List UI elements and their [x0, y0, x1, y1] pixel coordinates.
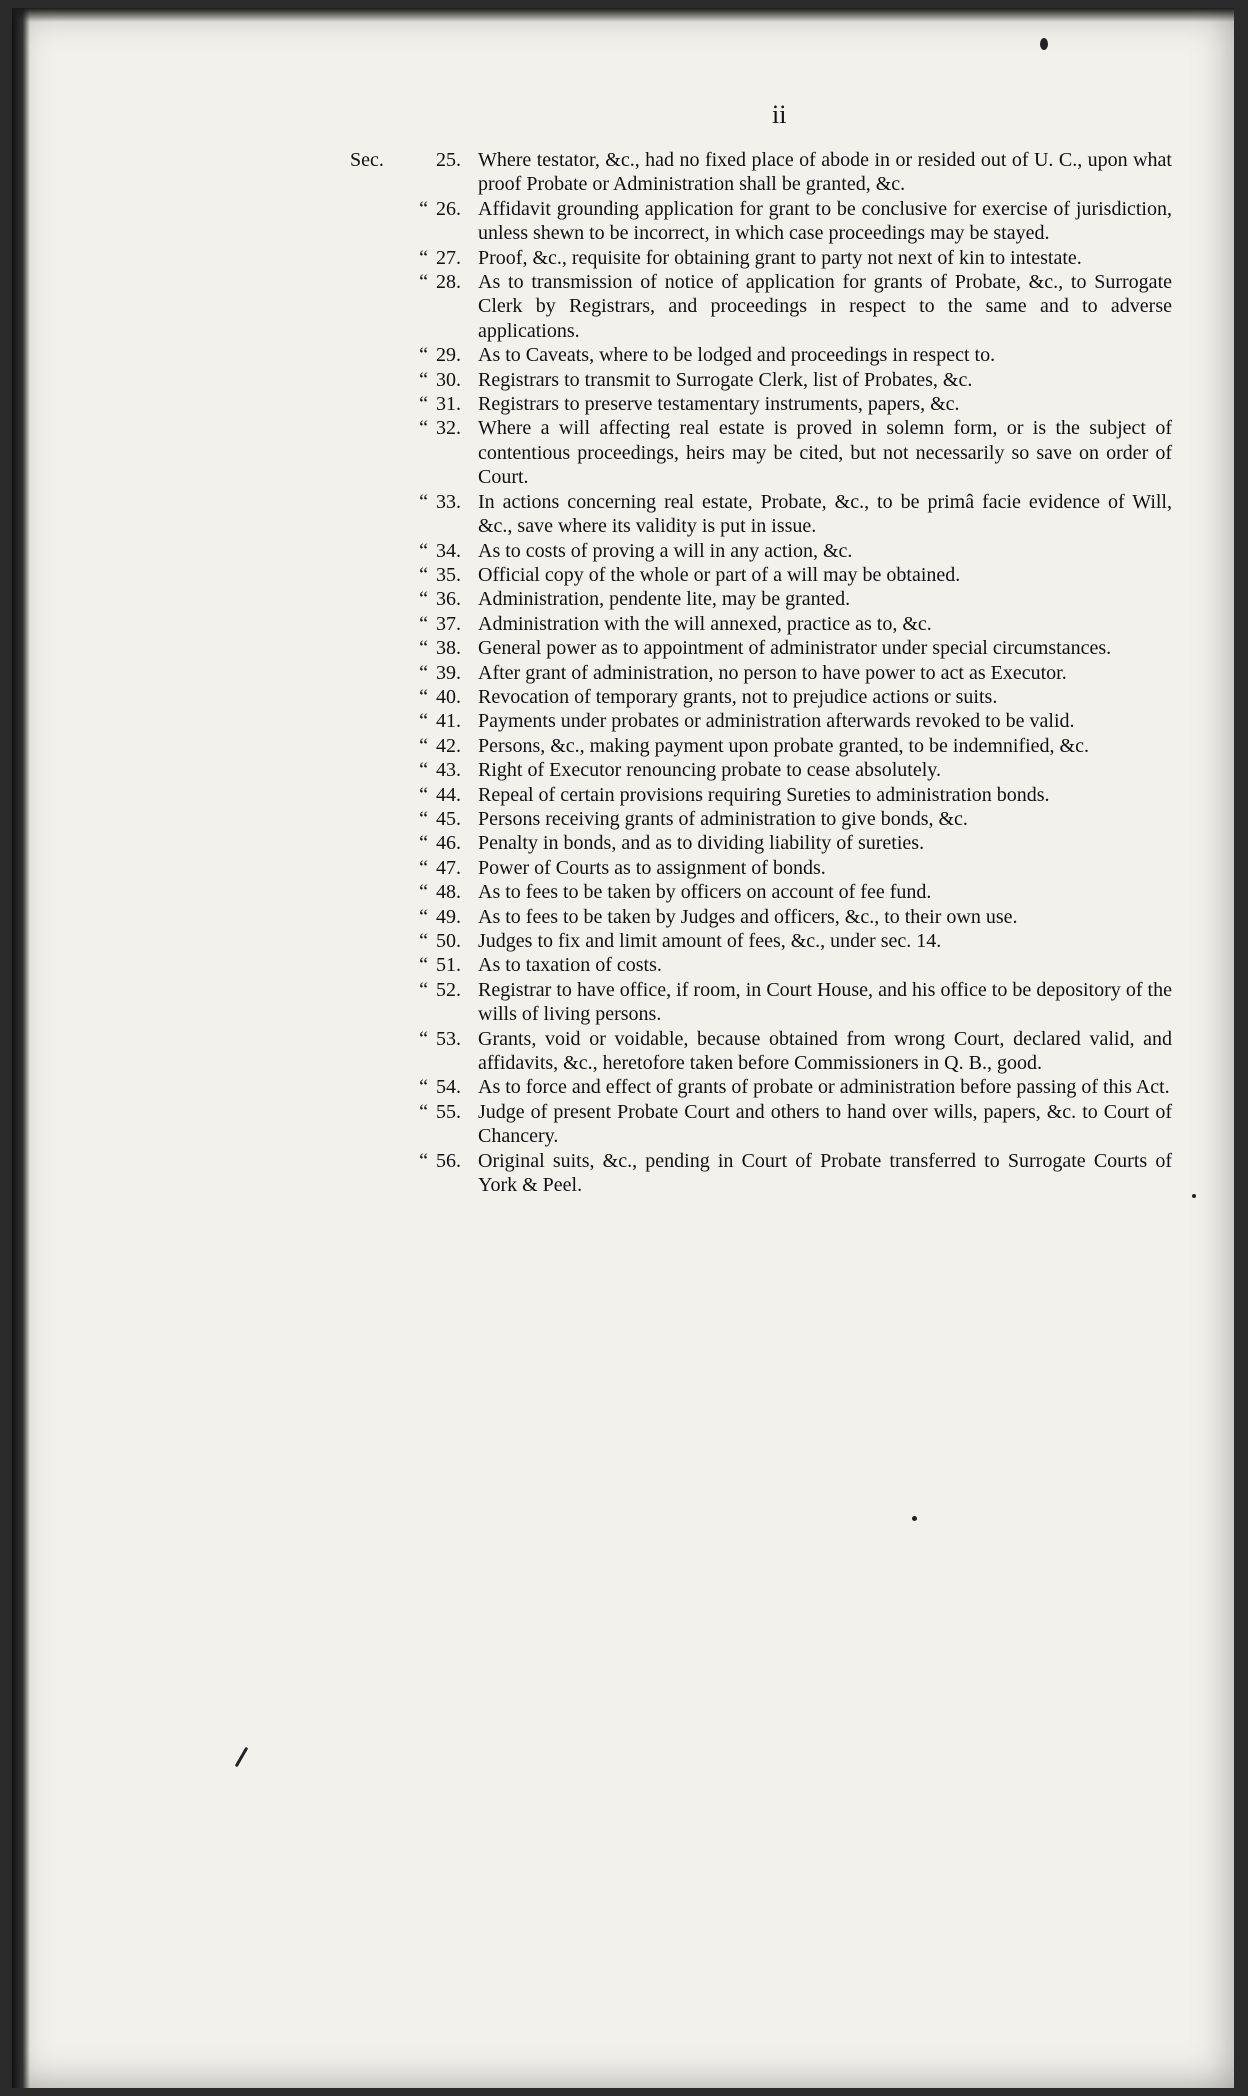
section-description: Administration, pendente lite, may be granted. [478, 588, 851, 611]
section-description: As to Caveats, where to be lodged and proceedings in respect to. [478, 344, 996, 367]
section-entry [394, 685, 1172, 709]
scanned-page [12, 8, 1234, 2088]
section-description: Where testator, &c., had no fixed place of abode in or resided out of U. C., upon what proof Probate or Administration shall be granted, &c. [478, 149, 1172, 196]
section-description: Official copy of the whole or part of a will may be obtained. [478, 563, 961, 586]
section-label: “ [419, 978, 428, 1001]
section-number: 31. [436, 393, 461, 416]
section-number: 52. [436, 978, 461, 1001]
section-description: Penalty in bonds, and as to dividing liability of sureties. [478, 832, 925, 855]
section-entry [394, 1027, 1172, 1076]
section-label: “ [419, 246, 428, 269]
section-label: “ [419, 710, 428, 733]
section-entry [394, 343, 1172, 367]
section-number: 35. [436, 563, 461, 586]
section-label: “ [419, 807, 428, 830]
section-number: 29. [436, 344, 461, 367]
section-number: 43. [436, 759, 461, 782]
section-description: Persons, &c., making payment upon probate granted, to be indemnified, &c. [478, 734, 1089, 757]
section-entry [350, 148, 1172, 197]
section-entry [394, 734, 1172, 758]
section-number: 28. [436, 271, 461, 294]
section-description: Right of Executor renouncing probate to cease absolutely. [478, 759, 941, 782]
section-entry [394, 197, 1172, 246]
section-label: “ [419, 881, 428, 904]
section-number: 48. [436, 881, 461, 904]
section-description: Administration with the will annexed, practice as to, &c. [478, 612, 932, 635]
section-description: As to fees to be taken by Judges and officers, &c., to their own use. [478, 905, 1018, 928]
section-number: 38. [436, 637, 461, 660]
section-label: “ [419, 661, 428, 684]
section-number: 33. [436, 490, 461, 513]
section-entry [394, 905, 1172, 929]
section-number: 47. [436, 856, 461, 879]
section-entry [394, 831, 1172, 855]
section-number: 39. [436, 661, 461, 684]
section-description: Repeal of certain provisions requiring Sureties to administration bonds. [478, 783, 1050, 806]
section-label: “ [419, 930, 428, 952]
section-number: 34. [436, 539, 461, 562]
section-label: “ [419, 368, 428, 391]
section-number: 37. [436, 612, 461, 635]
section-label: “ [419, 197, 428, 220]
section-number: 45. [436, 807, 461, 830]
section-entry [394, 929, 1172, 953]
ink-speck [912, 1516, 917, 1521]
section-number: 54. [436, 1076, 461, 1099]
section-label: “ [419, 856, 428, 879]
section-entry [394, 807, 1172, 831]
section-label: “ [419, 1149, 428, 1172]
section-description: Revocation of temporary grants, not to prejudice actions or suits. [478, 685, 998, 708]
section-description: Judges to fix and limit amount of fees, &c., under sec. 14. [478, 930, 942, 952]
section-entry [394, 856, 1172, 880]
section-description: As to costs of proving a will in any action, &c. [478, 539, 853, 562]
section-description: Where a will affecting real estate is proved in solemn form, or is the subject of contentious proceedings, heirs may be cited, but not necessarily so save on order of Court. [478, 417, 1172, 489]
section-number: 30. [436, 368, 461, 391]
ink-speck [1040, 38, 1048, 50]
section-entry [394, 636, 1172, 660]
page-number: ii [772, 100, 787, 129]
section-entry [394, 978, 1172, 1027]
section-entry [394, 246, 1172, 270]
section-number: 53. [436, 1027, 461, 1050]
section-label: “ [419, 271, 428, 294]
section-description: Registrars to transmit to Surrogate Clerk, list of Probates, &c. [478, 368, 973, 391]
ink-speck [235, 1747, 249, 1768]
section-number: 26. [436, 197, 461, 220]
section-description: After grant of administration, no person to have power to act as Executor. [478, 661, 1067, 684]
section-label: “ [419, 685, 428, 708]
section-description: As to force and effect of grants of probate or administration before passing of this Act. [478, 1076, 1170, 1099]
section-description: As to fees to be taken by officers on account of fee fund. [478, 881, 932, 904]
section-number: 46. [436, 832, 461, 855]
section-entry [394, 1075, 1172, 1099]
section-number: 27. [436, 246, 461, 269]
section-label: “ [419, 783, 428, 806]
page-left-shadow [12, 8, 30, 2088]
section-entry [394, 880, 1172, 904]
section-label: “ [419, 393, 428, 416]
section-entry [394, 953, 1172, 977]
section-entry [394, 270, 1172, 343]
section-description: Power of Courts as to assignment of bonds. [478, 856, 826, 879]
section-label: “ [419, 344, 428, 367]
section-entry [394, 1100, 1172, 1149]
section-entry [394, 368, 1172, 392]
section-number: 41. [436, 710, 461, 733]
section-description: As to taxation of costs. [478, 954, 662, 977]
section-entry [394, 539, 1172, 563]
section-description: General power as to appointment of administrator under special circumstances. [478, 637, 1112, 660]
section-number: 50. [436, 930, 461, 952]
section-number: 42. [436, 734, 461, 757]
section-number: 56. [436, 1149, 461, 1172]
section-label: “ [419, 490, 428, 513]
section-entry [394, 587, 1172, 611]
section-description: Registrars to preserve testamentary instruments, papers, &c. [478, 393, 960, 416]
ink-speck [1192, 1194, 1196, 1198]
section-number: 49. [436, 905, 461, 928]
section-label: “ [419, 637, 428, 660]
section-entry [394, 490, 1172, 539]
section-label: “ [419, 612, 428, 635]
section-number: 32. [436, 417, 461, 440]
section-description: Affidavit grounding application for grant to be conclusive for exercise of jurisdiction, unless shewn to be incorrect, in which case proceedings may be stayed. [478, 197, 1172, 245]
section-label: “ [419, 563, 428, 586]
section-label: “ [419, 832, 428, 855]
section-label: “ [419, 417, 428, 440]
section-label: “ [419, 1076, 428, 1099]
section-description: In actions concerning real estate, Probate, &c., to be primâ facie evidence of Will, &c., save where its validity is put in issue. [478, 490, 1172, 538]
section-description: Original suits, &c., pending in Court of Probate transferred to Surrogate Courts of York & Peel. [478, 1149, 1172, 1197]
section-description: Judge of present Probate Court and others to hand over wills, papers, &c. to Court of Chancery. [478, 1100, 1172, 1148]
section-label: “ [419, 734, 428, 757]
section-number: 51. [436, 954, 461, 977]
section-number: 25. [436, 149, 461, 171]
section-label: “ [419, 539, 428, 562]
section-description: Proof, &c., requisite for obtaining grant to party not next of kin to intestate. [478, 246, 1082, 269]
section-label: “ [419, 1027, 428, 1050]
section-number: 40. [436, 685, 461, 708]
section-entry [394, 709, 1172, 733]
section-label: “ [419, 759, 428, 782]
section-label: “ [419, 1100, 428, 1123]
section-number: 36. [436, 588, 461, 611]
section-description: Grants, void or voidable, because obtained from wrong Court, declared valid, and affidavits, &c., heretofore taken before Commissioners in Q. B., good. [478, 1027, 1172, 1075]
section-description: Persons receiving grants of administration to give bonds, &c. [478, 807, 968, 830]
section-description: Registrar to have office, if room, in Court House, and his office to be depository of the wills of living persons. [478, 978, 1172, 1026]
section-entry [394, 1149, 1172, 1198]
section-entry [394, 563, 1172, 587]
section-number: 44. [436, 783, 461, 806]
page-top-shadow [12, 8, 1234, 22]
section-entry [394, 758, 1172, 782]
section-label: “ [419, 588, 428, 611]
section-label: “ [419, 905, 428, 928]
section-description: As to transmission of notice of application for grants of Probate, &c., to Surrogate Clerk by Registrars, and proceedings in respect to the same and to adverse applications. [478, 271, 1172, 342]
section-description: Payments under probates or administration afterwards revoked to be valid. [478, 710, 1075, 733]
section-label: Sec. [350, 149, 384, 171]
section-number: 55. [436, 1100, 461, 1123]
section-label: “ [419, 954, 428, 977]
section-entry [394, 612, 1172, 636]
section-entry [394, 392, 1172, 416]
section-entry [394, 661, 1172, 685]
section-entry [394, 416, 1172, 489]
section-entry [394, 783, 1172, 807]
section-list [350, 148, 1172, 1197]
